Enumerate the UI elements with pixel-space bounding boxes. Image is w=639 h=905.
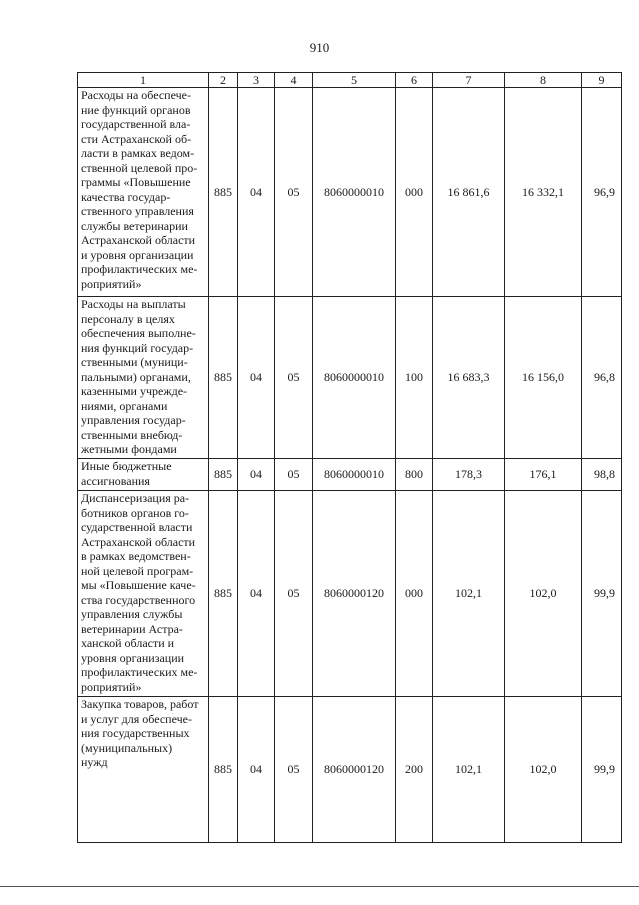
actual-amount-cell: 176,1 [505,459,582,491]
target-article-cell: 8060000010 [313,297,396,459]
name-line: Расходы на обеспече- [81,88,191,102]
actual-amount-cell: 102,0 [505,697,582,843]
expense-type-cell: 200 [396,697,433,843]
subsection-code-cell: 05 [275,697,313,843]
name-line: обеспечения выполне- [81,326,196,340]
actual-amount-cell: 16 332,1 [505,88,582,297]
expense-name-cell [78,297,209,459]
actual-amount-cell: 102,0 [505,491,582,697]
footer-rule [0,886,639,887]
name-line: роприятий» [81,679,142,694]
percent-cell: 98,8 [582,459,622,491]
name-line: роприятий» [81,276,142,291]
percent-cell: 96,9 [582,88,622,297]
name-line: нужд [81,755,108,769]
header-cell: 9 [582,73,622,88]
header-row [78,73,622,88]
name-line: Диспансеризация ра- [81,491,190,505]
name-line: ния государственных [81,726,190,740]
planned-amount-cell: 16 861,6 [433,88,505,297]
header-cell: 5 [313,73,396,88]
header-cell: 6 [396,73,433,88]
name-line: сударственной власти [81,520,193,534]
ministry-code-cell: 885 [209,697,238,843]
expense-name-cell [78,88,209,297]
page-number: 910 [309,40,330,55]
expense-name-cell [78,697,209,843]
name-line: ния функций государ- [81,340,194,355]
planned-amount-cell: 16 683,3 [433,297,505,459]
section-code-cell: 04 [238,697,275,843]
header-cell: 1 [78,73,209,88]
table-row [78,459,622,491]
header-cell: 2 [209,73,238,88]
name-line: Иные бюджетные [81,459,172,473]
name-line: службы ветеринарии [81,218,188,233]
header-cell: 7 [433,73,505,88]
section-code-cell: 04 [238,491,275,697]
section-code-cell: 04 [238,88,275,297]
name-line: персоналу в целях [81,311,175,326]
name-line: ханской области и [81,636,175,650]
target-article-cell: 8060000120 [313,697,396,843]
planned-amount-cell: 178,3 [433,459,505,491]
planned-amount-cell: 102,1 [433,491,505,697]
name-line: ласти в рамках ведом- [81,146,195,160]
table-row [78,297,622,459]
budget-table [77,72,622,843]
name-line: мы «Повышение каче- [81,578,196,592]
name-line: (муниципальных) [81,740,173,755]
header-cell: 3 [238,73,275,88]
name-line: профилактических ме- [81,665,198,679]
header-cell: 8 [505,73,582,88]
name-line: ботников органов го- [81,505,189,520]
ministry-code-cell: 885 [209,297,238,459]
name-line: ственного управления [81,204,194,218]
table-row [78,697,622,843]
name-line: ветеринарии Астра- [81,621,183,636]
name-line: ственными (муници- [81,355,188,369]
name-line: управления службы [81,607,183,621]
section-code-cell: 04 [238,459,275,491]
target-article-cell: 8060000010 [313,88,396,297]
name-line: жетными фондами [81,442,177,456]
name-line: Астраханской области [81,233,196,247]
expense-name-cell [78,491,209,697]
target-article-cell: 8060000120 [313,491,396,697]
ministry-code-cell: 885 [209,491,238,697]
name-line: граммы «Повышение [81,175,191,189]
target-article-cell: 8060000010 [313,459,396,491]
table-row [78,491,622,697]
ministry-code-cell: 885 [209,88,238,297]
name-line: ассигнования [81,473,150,488]
actual-amount-cell: 16 156,0 [505,297,582,459]
name-line: Закупка товаров, работ [81,697,199,711]
name-line: ства государственного [81,592,196,607]
expense-name-cell [78,459,209,491]
expense-type-cell: 800 [396,459,433,491]
subsection-code-cell: 05 [275,88,313,297]
name-line: уровня организации [81,650,185,665]
name-line: ние функций органов [81,102,191,117]
name-line: ной целевой програм- [81,563,194,578]
name-line: ственными внебюд- [81,427,183,442]
section-code-cell: 04 [238,297,275,459]
name-line: в рамках ведомствен- [81,549,191,563]
name-line: Расходы на выплаты [81,297,186,311]
expense-type-cell: 100 [396,297,433,459]
expense-type-cell: 000 [396,88,433,297]
name-line: государственной вла- [81,117,191,131]
planned-amount-cell: 102,1 [433,697,505,843]
percent-cell: 99,9 [582,697,622,843]
name-line: сти Астраханской об- [81,131,192,146]
subsection-code-cell: 05 [275,297,313,459]
name-line: ниями, органами [81,398,168,413]
name-line: Астраханской области [81,534,196,549]
name-line: качества государ- [81,189,171,204]
ministry-code-cell: 885 [209,459,238,491]
subsection-code-cell: 05 [275,491,313,697]
expense-type-cell: 000 [396,491,433,697]
percent-cell: 96,8 [582,297,622,459]
subsection-code-cell: 05 [275,459,313,491]
name-line: и услуг для обеспече- [81,711,192,726]
percent-cell: 99,9 [582,491,622,697]
name-line: и уровня организации [81,247,194,262]
name-line: пальными) органами, [81,369,191,384]
table-row [78,88,622,297]
name-line: ственной целевой про- [81,160,198,175]
header-cell: 4 [275,73,313,88]
name-line: управления государ- [81,413,186,427]
name-line: профилактических ме- [81,262,198,276]
name-line: казенными учрежде- [81,384,188,398]
